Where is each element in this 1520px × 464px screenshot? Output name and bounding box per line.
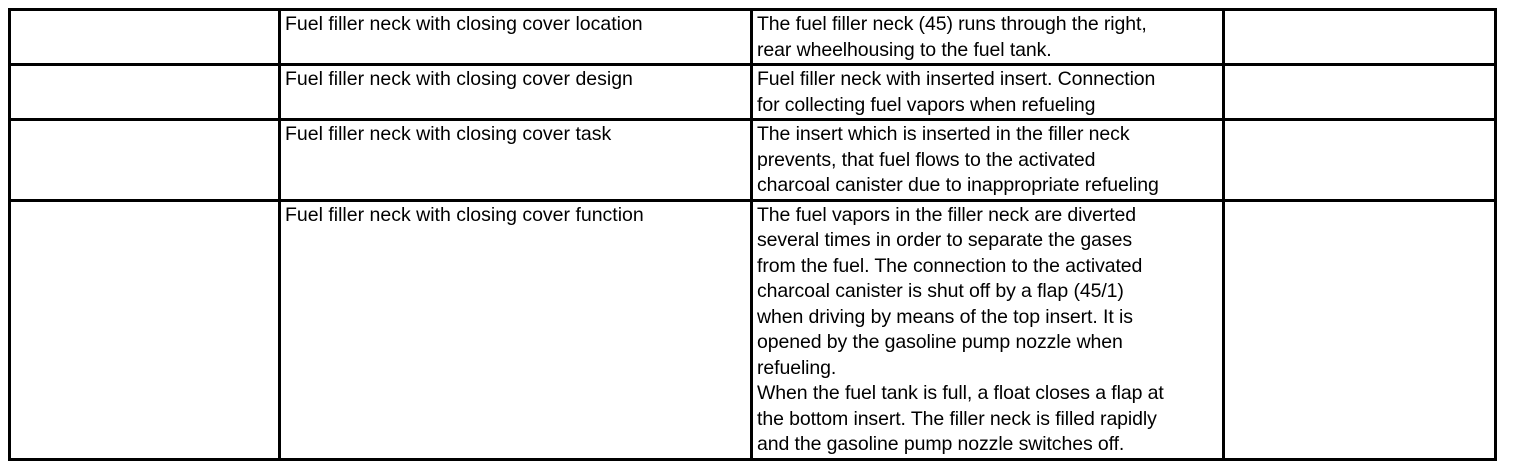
description-line: prevents, that fuel flows to the activated bbox=[757, 148, 1096, 171]
blank-cell bbox=[1224, 120, 1496, 201]
blank-cell bbox=[1224, 10, 1496, 65]
topic-cell: Fuel filler neck with closing cover location bbox=[280, 10, 752, 65]
blank-cell bbox=[10, 65, 280, 120]
description-cell bbox=[752, 10, 1224, 65]
description-line: opened by the gasoline pump nozzle when bbox=[757, 331, 1123, 353]
description-cell bbox=[752, 65, 1224, 120]
table-row bbox=[10, 200, 1496, 459]
description-line: Fuel filler neck with inserted insert. Connection bbox=[757, 68, 1156, 90]
description-line: and the gasoline pump nozzle switches off. bbox=[757, 433, 1125, 455]
info-table bbox=[8, 8, 1497, 461]
description-line: The fuel filler neck (45) runs through the right, bbox=[757, 13, 1147, 35]
description-line: the bottom insert. The filler neck is filled rapidly bbox=[757, 407, 1157, 430]
blank-cell bbox=[1224, 200, 1496, 459]
description-line: refueling. bbox=[757, 356, 837, 379]
description-line: charcoal canister due to inappropriate refueling bbox=[757, 174, 1159, 196]
topic-cell: Fuel filler neck with closing cover design bbox=[280, 65, 752, 120]
topic-cell: Fuel filler neck with closing cover function bbox=[280, 200, 752, 459]
table-row bbox=[10, 120, 1496, 201]
table-row bbox=[10, 65, 1496, 120]
blank-cell bbox=[10, 120, 280, 201]
topic-cell: Fuel filler neck with closing cover task bbox=[280, 120, 752, 201]
description-line: charcoal canister is shut off by a flap (45/1) bbox=[757, 280, 1124, 302]
description-line: The insert which is inserted in the filler neck bbox=[757, 123, 1130, 145]
table-row bbox=[10, 10, 1496, 65]
description-line: several times in order to separate the gases bbox=[757, 229, 1132, 251]
blank-cell bbox=[10, 200, 280, 459]
description-cell bbox=[752, 120, 1224, 201]
description-line: When the fuel tank is full, a float closes a flap at bbox=[757, 382, 1164, 404]
description-line: rear wheelhousing to the fuel tank. bbox=[757, 38, 1052, 61]
blank-cell bbox=[1224, 65, 1496, 120]
description-line: The fuel vapors in the filler neck are diverted bbox=[757, 203, 1136, 226]
blank-cell bbox=[10, 10, 280, 65]
description-line: when driving by means of the top insert. It is bbox=[757, 305, 1133, 328]
description-cell bbox=[752, 200, 1224, 459]
description-line: for collecting fuel vapors when refueling bbox=[757, 93, 1096, 116]
description-line: from the fuel. The connection to the activated bbox=[757, 254, 1143, 277]
